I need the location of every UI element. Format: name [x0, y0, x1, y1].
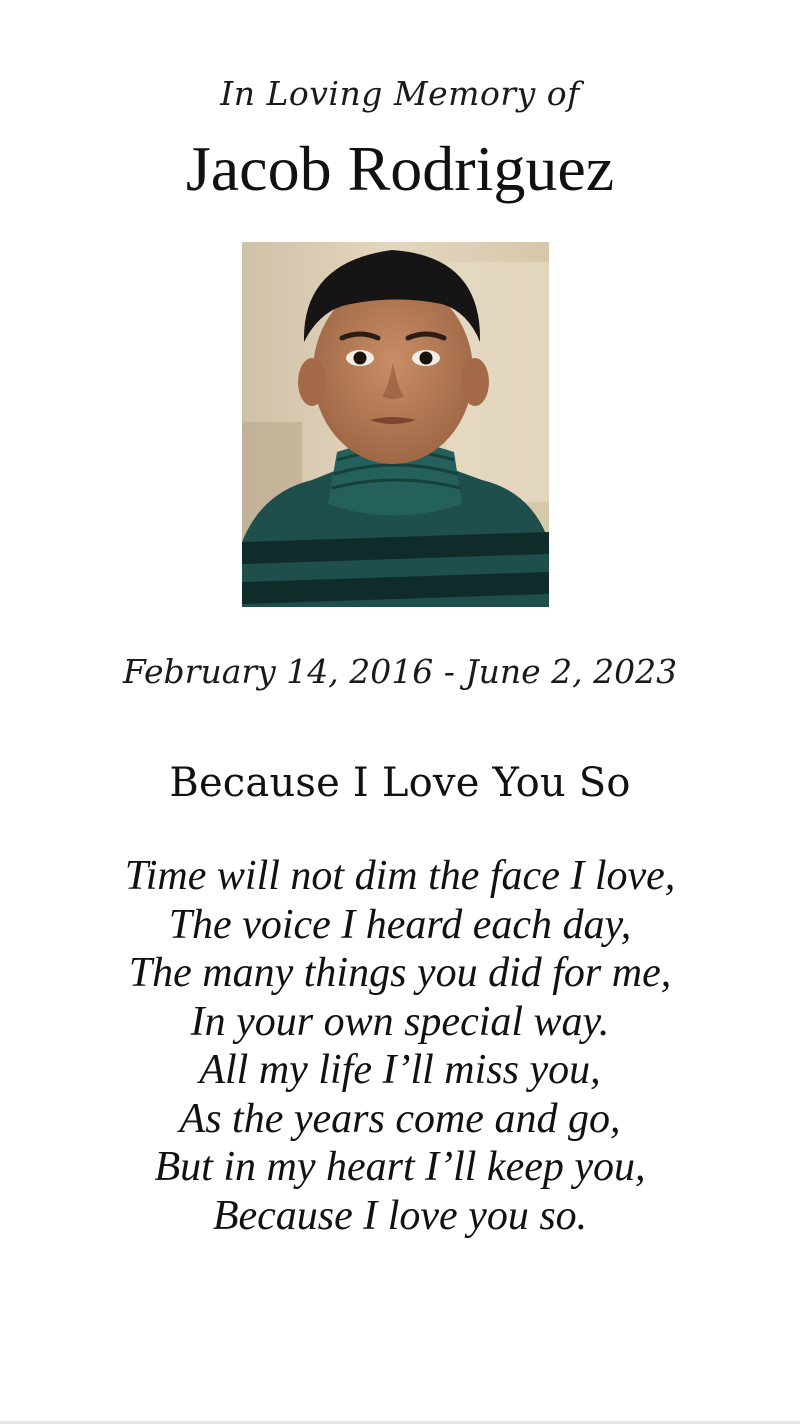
deceased-name: Jacob Rodriguez [185, 133, 615, 204]
memorial-heading: In Loving Memory of [220, 74, 580, 113]
poem-line: Because I love you so. [212, 1192, 588, 1239]
poem-line: The voice I heard each day, [168, 901, 632, 948]
poem-line: In your own special way. [190, 998, 610, 1045]
poem-line: But in my heart I’ll keep you, [154, 1144, 646, 1190]
poem-title: Because I Love You So [169, 760, 631, 806]
poem-line: Time will not dim the face I love, [124, 853, 676, 899]
poem-verse [0, 852, 800, 1240]
poem-line: As the years come and go, [179, 1095, 621, 1142]
poem-line: All my life I’ll miss you, [199, 1047, 601, 1093]
poem-line: The many things you did for me, [128, 950, 672, 996]
portrait-photo [242, 242, 549, 607]
life-dates: February 14, 2016 - June 2, 2023 [122, 652, 678, 691]
